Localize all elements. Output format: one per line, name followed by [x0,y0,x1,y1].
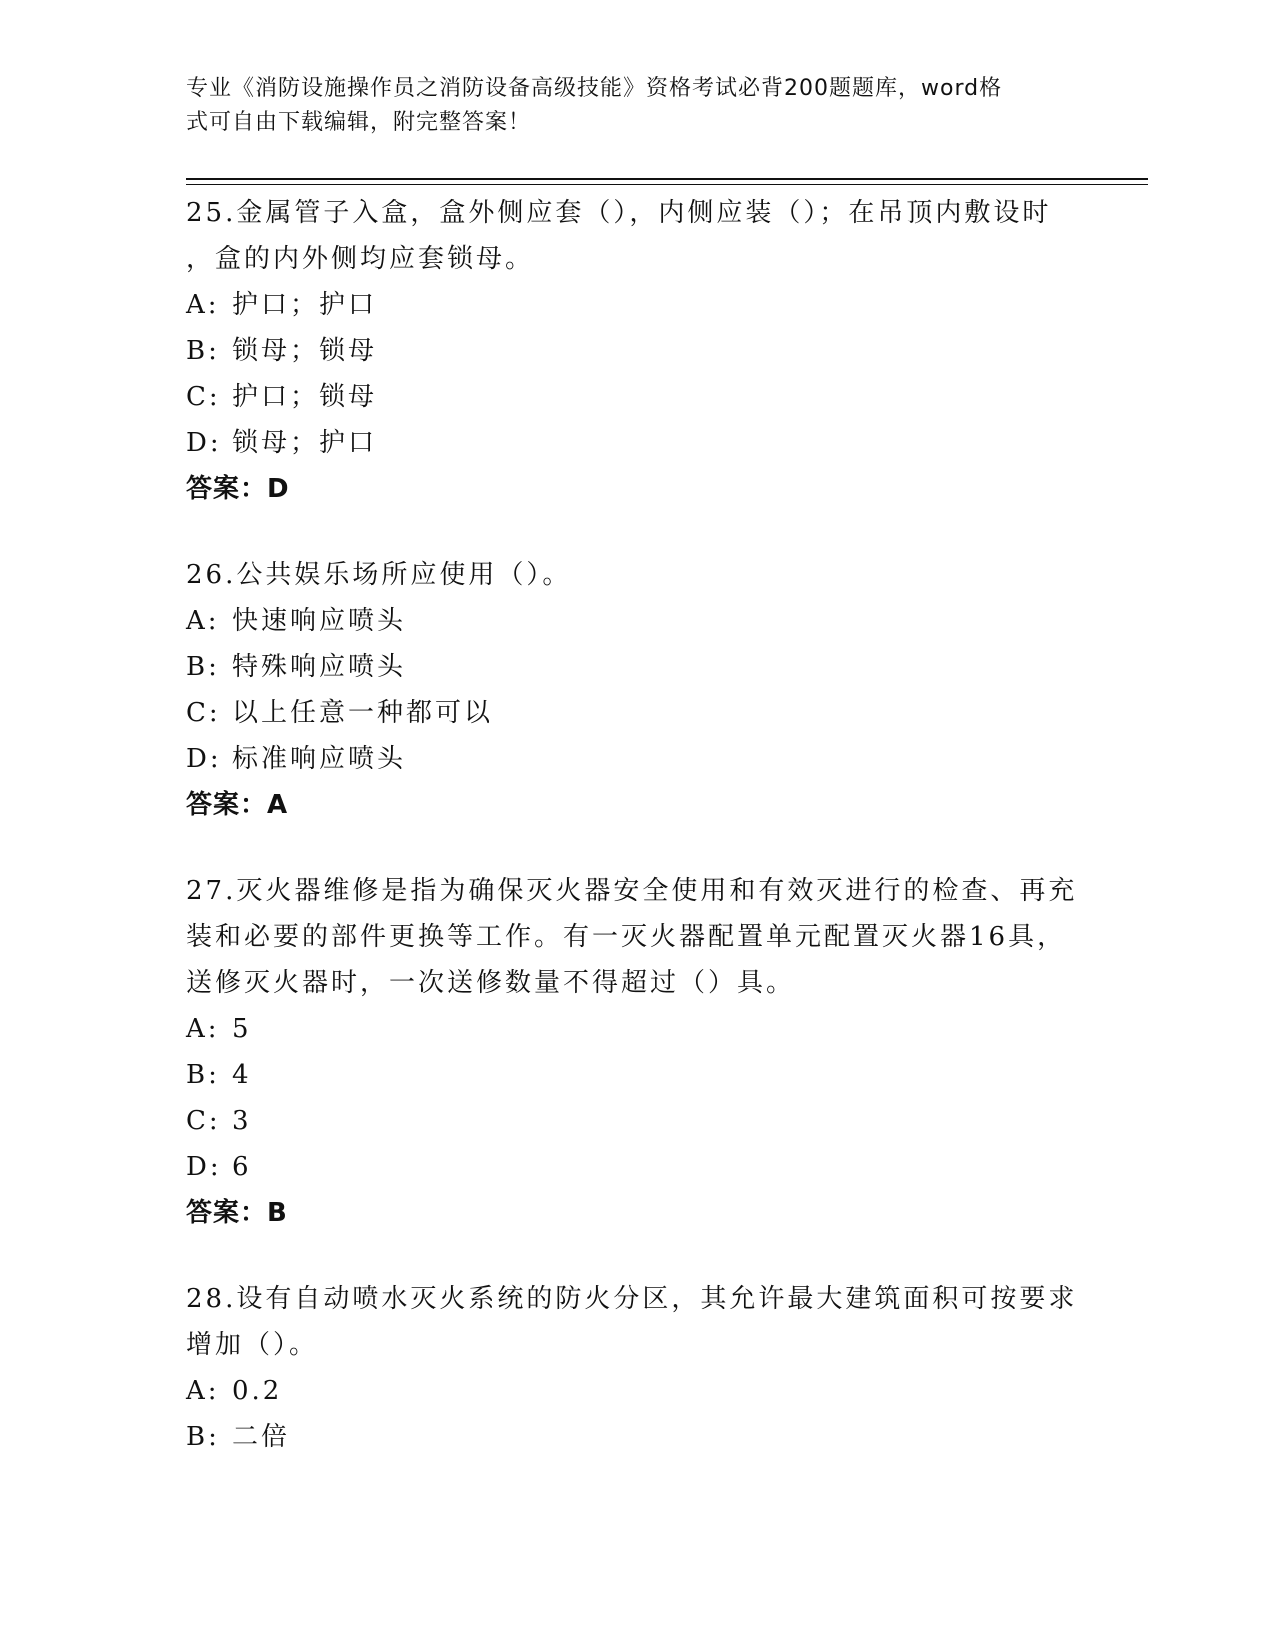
option-b [186,1414,1086,1460]
question-stem-line: 装和必要的部件更换等工作。有一灭火器配置单元配置灭火器16具， [186,922,1067,952]
option-letter: C: [186,1106,221,1136]
header-rule-thin [186,184,1148,185]
option-b [186,1052,1086,1098]
option-a [186,1006,1086,1052]
question-stem-line: 27.灭火器维修是指为确保灭火器安全使用和有效灭进行的检查、再充 [186,876,1078,906]
question-stem-line: 增加（）。 [186,1330,319,1360]
answer-line: 答案：B [186,1198,288,1228]
question-25 [186,190,1086,512]
question-stem-line: ，盒的内外侧均应套锁母。 [186,244,535,274]
option-letter: D: [186,1152,222,1182]
option-text: 6 [232,1152,252,1182]
question-28 [186,1276,1086,1460]
question-26 [186,552,1086,828]
option-text: 二倍 [232,1422,291,1452]
option-d [186,736,1086,782]
option-b [186,328,1086,374]
option-b [186,644,1086,690]
option-letter: A: [186,290,220,320]
option-d [186,1144,1086,1190]
option-letter: B: [186,336,220,366]
option-text: 快速响应喷头 [232,606,407,636]
option-letter: C: [186,382,221,412]
option-letter: B: [186,1422,220,1452]
header-line-2: 式可自由下载编辑，附完整答案！ [186,110,532,135]
question-stem-line: 送修灭火器时，一次送修数量不得超过（）具。 [186,968,796,998]
question-27 [186,868,1086,1236]
option-c [186,690,1086,736]
option-d [186,420,1086,466]
option-c [186,1098,1086,1144]
option-text: 护口；锁母 [232,382,378,412]
option-text: 以上任意一种都可以 [232,698,494,728]
option-letter: D: [186,744,222,774]
question-stem-line: 28.设有自动喷水灭火系统的防火分区，其允许最大建筑面积可按要求 [186,1284,1078,1314]
option-c [186,374,1086,420]
option-text: 护口；护口 [232,290,378,320]
option-letter: A: [186,1376,220,1406]
option-letter: B: [186,652,220,682]
option-text: 特殊响应喷头 [232,652,407,682]
option-letter: A: [186,1014,220,1044]
option-text: 3 [232,1106,252,1136]
question-stem-line: 26.公共娱乐场所应使用（）。 [186,560,572,590]
option-text: 标准响应喷头 [232,744,407,774]
header-line-1: 专业《消防设施操作员之消防设备高级技能》资格考试必背200题题库，word格 [186,76,1003,101]
answer-line: 答案：D [186,474,290,504]
option-letter: B: [186,1060,220,1090]
answer-line: 答案：A [186,790,289,820]
option-text: 0.2 [232,1376,283,1406]
option-a [186,282,1086,328]
option-letter: D: [186,428,222,458]
header-rule-thick [186,178,1148,180]
option-letter: A: [186,606,220,636]
option-a [186,1368,1086,1414]
option-text: 5 [232,1014,252,1044]
option-text: 4 [232,1060,252,1090]
option-letter: C: [186,698,221,728]
option-a [186,598,1086,644]
option-text: 锁母；锁母 [232,336,378,366]
option-text: 锁母；护口 [232,428,378,458]
document-header [186,72,1066,140]
question-stem-line: 25.金属管子入盒，盒外侧应套（），内侧应装（）；在吊顶内敷设时 [186,198,1052,228]
